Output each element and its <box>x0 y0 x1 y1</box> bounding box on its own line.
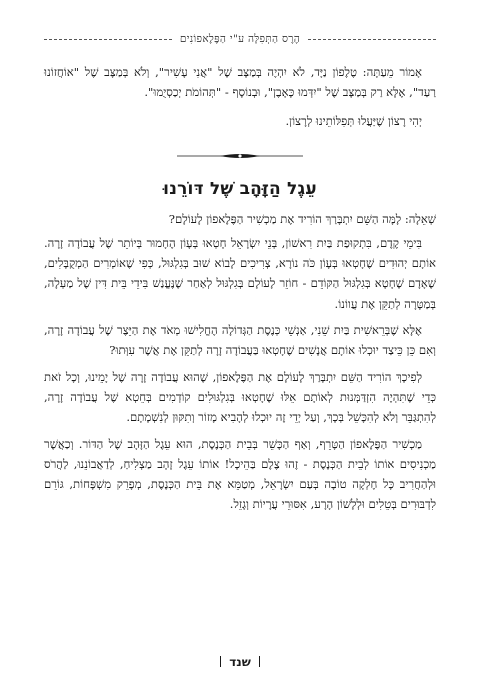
page-number-footer <box>44 655 436 669</box>
page-number-bar-right <box>259 656 260 667</box>
header-rule-left <box>44 39 172 40</box>
page-number: שנד <box>229 655 251 669</box>
running-header <box>44 30 436 48</box>
section-title: עֵגֶל הַזָּהָב שֶׁל דּוֹרֵנוּ <box>163 178 317 199</box>
blessing-line: יְהִי רָצוֹן שֶׁיַּעֲלוּ תְּפִלּוֹתֵינוּ לְרָצוֹן. <box>285 113 422 128</box>
intro-paragraph: אָמוֹר מֵעַתָּה: טֶלֶפוֹן נַיָּד, לֹא יִהְיֶה בְּמַצָּב שֶׁל "אֲנִי עָשִׁיר", וְלֹא בְּמַצָּב שֶׁל "אוֹחֲזוֹנוּ רַעַד", אֶלָּא רַק בְּמַצָּב שֶׁל "יִדְּמוּ כָּאָבֶן", וּבְנוֹסָף - "תְּהוֹמֹת יְכַסְיֻמוּ". <box>44 65 436 100</box>
section-question: שְׁאֵלָה: לָמָּה הַשֵּׁם יִתְבָּרַךְ הוֹרִיד אֶת מַכְשִׁיר הַפֶּלֶאפוֹן לָעוֹלָם? <box>168 211 436 226</box>
page-number-box <box>210 655 270 669</box>
body-paragraph-3: לְפִיכָךְ הוֹרִיד הַשֵּׁם יִתְבָּרַךְ לָעוֹלָם אֶת הַפֶּלֶאפוֹן, שֶׁהוּא עֲבוֹדָה זָרָה שֶׁל יָמֵינוּ, וְכָל זֹאת כְּדֵי שֶׁתִּהְיֶה הִזְדַּמְּנוּת לְאוֹתָם אֵלּוּ שֶׁחָטְאוּ בְּגִלְגּוּלִים קוֹדְמִים בְּחֵטְא שֶׁל עֲבוֹדָה זָרָה, לְהִתְגַּבֵּר וְלֹא לְהִכָּשֵׁל בְּכָךְ, וְעַל יְדֵי זֶה יוּכְלוּ לְהָבִיא מָזוֹר וְתִקּוּן לְנִשְׁמָתָם. <box>44 369 436 425</box>
ornament-divider-icon <box>175 151 305 161</box>
body-paragraph-2: אֶלָּא שֶׁבְּרֵאשִׁית בַּיִת שֵׁנִי, אַנְשֵׁי כְּנֶסֶת הַגְּדוֹלָה הֶחֱלִישׁוּ מְאֹד אֶת הַיֵּצֶר שֶׁל עֲבוֹדָה זָרָה, וְאִם כֵּן כֵּיצַד יוּכְלוּ אוֹתָם אֲנָשִׁים שֶׁחָטְאוּ בַּעֲבוֹדָה זָרָה לְתַקֵּן אֶת אֲשֶׁר עִוְּתוּ? <box>44 323 436 358</box>
header-rule-right <box>308 39 436 40</box>
page-number-bar-left <box>220 656 221 667</box>
running-title: הֶרֶס הַתְּפִלָּה ע"י הַפֶּלֶאפוֹנִים <box>179 33 301 45</box>
body-paragraph-1: בִּימֵי קֶדֶם, בִּתְקוּפַת בַּיִת רִאשׁוֹן, בְּנֵי יִשְׂרָאֵל חָטְאוּ בְּעָוֹן הֶחָמוּר בְּיוֹתֵר שֶׁל עֲבוֹדָה זָרָה. אוֹתָם יְהוּדִים שֶׁחָטְאוּ בְּעָוֹן כֹּה נוֹרָא, צְרִיכִים לָבוֹא שׁוּב בְּגִלְגּוּל, כְּפִי שֶׁאוֹמְרִים הַמְקֻבָּלִים, שֶׁאָדָם שֶׁחָטָא בְּגִלְגּוּל הַקּוֹדֵם - חוֹזֵר לָעוֹלָם בְּגִלְגּוּל לְאַחַר שֶׁנֶּעֱנַשׁ בִּידֵי בֵּית דִּין שֶׁל מַעְלָה, בְּמַטָּרָה לְתַקֵּן אֶת עֲווֹנוֹ. <box>44 235 436 311</box>
book-page <box>44 30 436 669</box>
body-paragraph-4: מַכְשִׁיר הַפֶּלֶאפוֹן הַטָּרֵף, וְאַף הַכָּשֵׁר בְּבֵית הַכְּנֶסֶת, הוּא עֵגֶל הַזָּהָב שֶׁל הַדּוֹר. וְכַאֲשֶׁר מַכְנִיסִים אוֹתוֹ לְבֵית הַכְּנֶסֶת - זֶהוּ צֶלֶם בַּהֵיכָל! אוֹתוֹ עֵגֶל זָהָב מַצְלִיחַ, לְדַאֲבוֹנֵנוּ, לַהֲרֹס וּלְהַחֲרִיב כָּל חֶלְקָה טוֹבָה בְּעַם יִשְׂרָאֵל, מְטַמֵּא אֶת בֵּית הַכְּנֶסֶת, מְפָרֵק מִשְׁפָּחוֹת, גּוֹרֵם לִדְבּוּרִים בְּטֵלִים וּלְלָשׁוֹן הָרָע, אִסּוּרֵי עֲרָיוֹת וְגָזֵל. <box>44 436 436 512</box>
